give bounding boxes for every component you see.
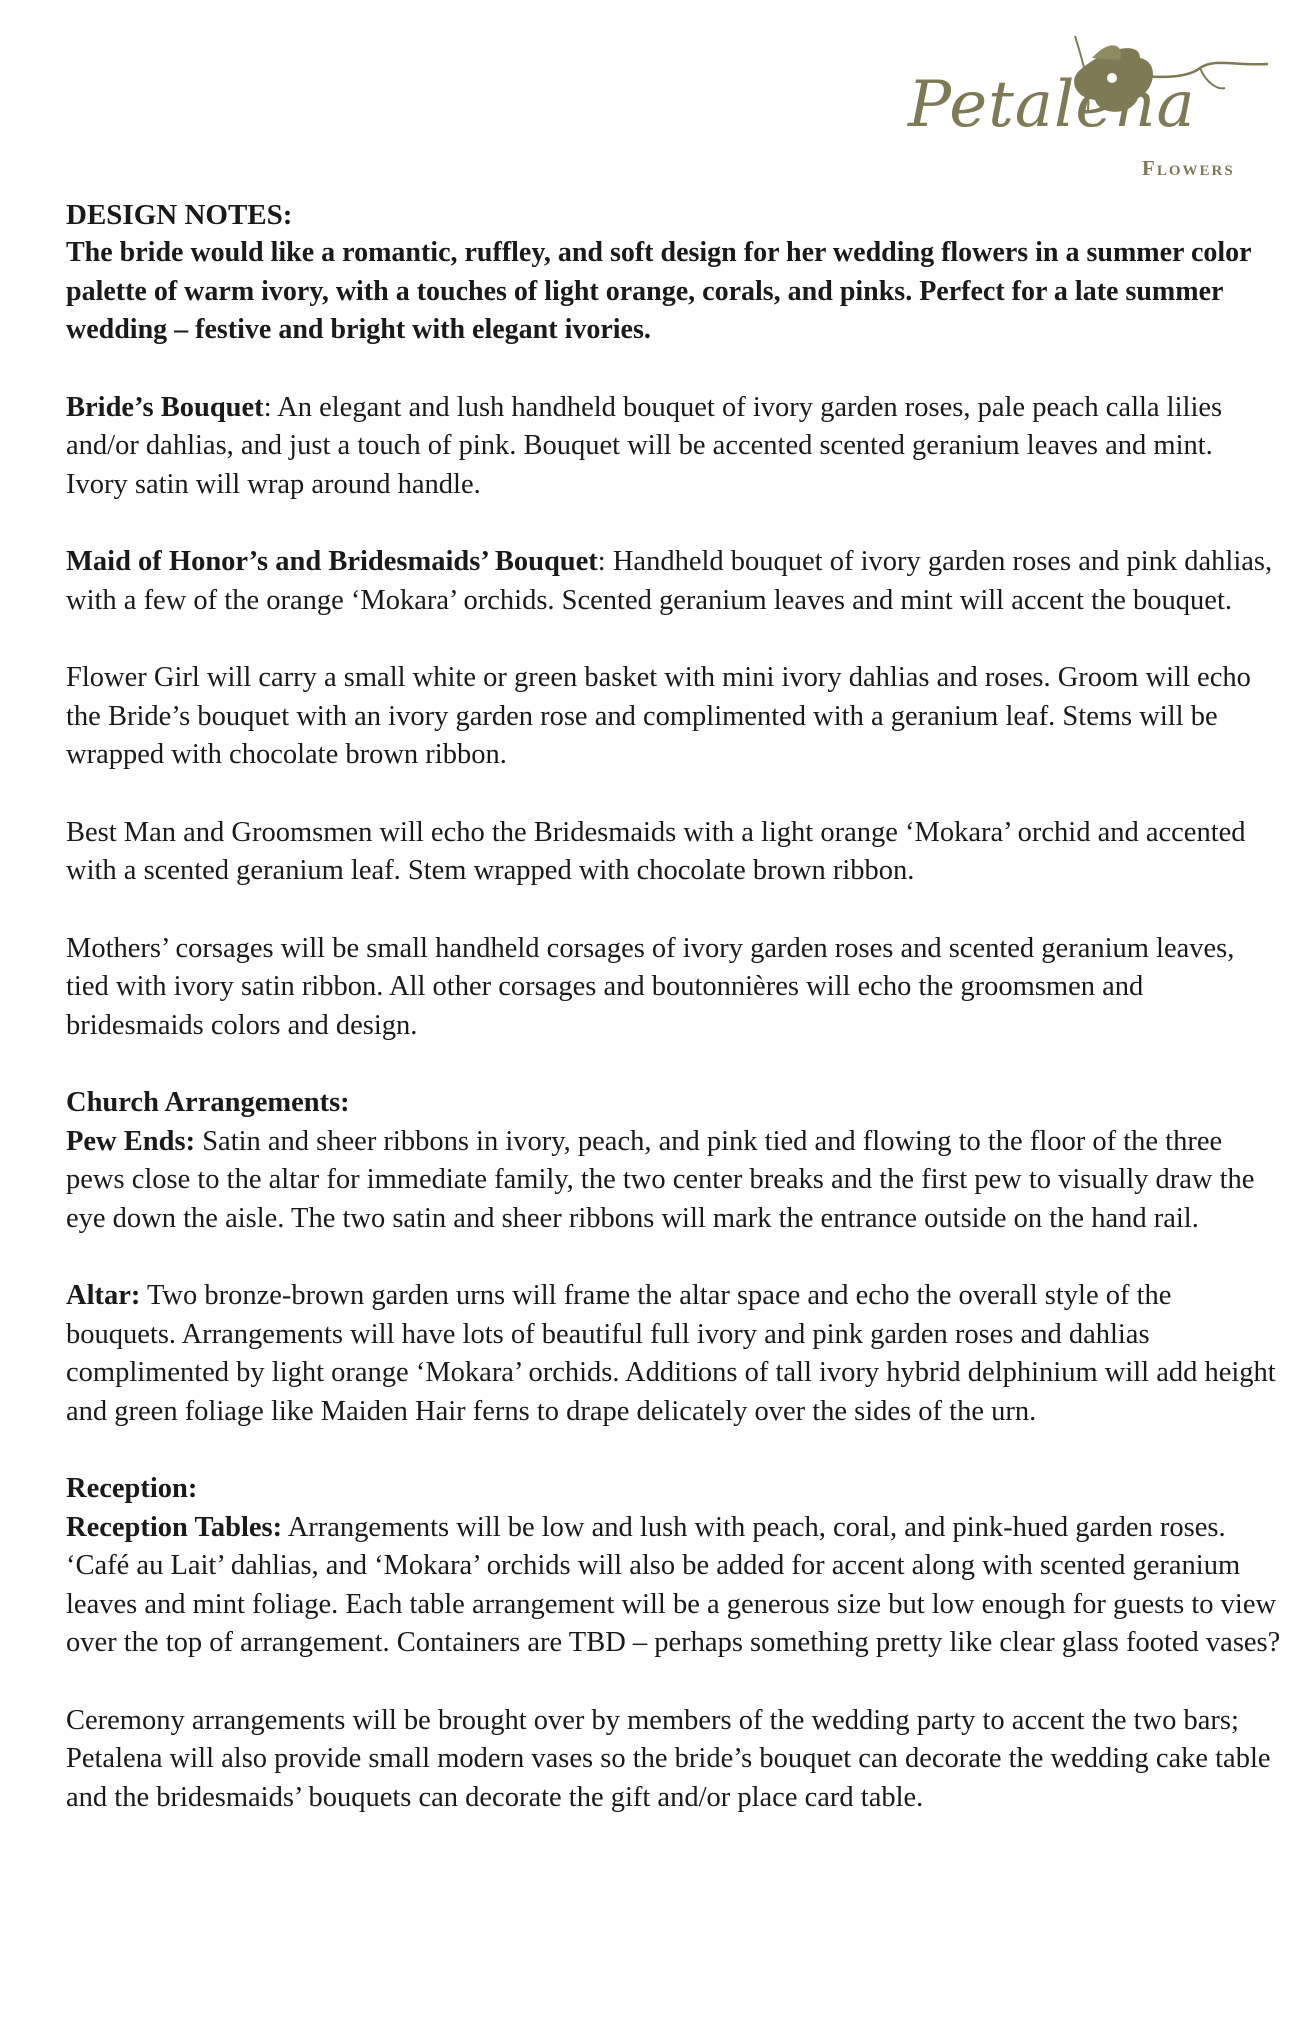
reception-tables-text: Arrangements will be low and lush with peach, coral, and pink-hued garden roses. ‘Café au Lait’ dahlias, and ‘Mokara’ orchids will also be added for accent along with scented geranium leaves and mint foliage. Each table arrangement will be a generous size but low enough for guests to view over the top of arrangement. Containers are TBD – perhaps something pretty like clear glass footed vases? (66, 1511, 1281, 1658)
brides-bouquet-text: : An elegant and lush handheld bouquet of ivory garden roses, pale peach calla lilies and/or dahlias, and just a touch of pink. Bouquet will be accented scented geranium leaves and mint. Ivory satin will wrap around handle. (66, 391, 1223, 500)
reception-tables-paragraph (66, 1509, 1281, 1663)
reception-tables-label: Reception Tables: (66, 1511, 283, 1543)
ceremony-paragraph: Ceremony arrangements will be brought over by members of the wedding party to accent the two bars; Petalena will also provide small modern vases so the bride’s bouquet can decorate the wedding cake table and the bridesmaids’ bouquets can decorate the gift and/or place card table. (66, 1704, 1271, 1813)
brides-bouquet-paragraph (66, 389, 1281, 505)
maid-bouquet-paragraph (66, 543, 1281, 620)
logo-wordmark: Petalena (908, 68, 1196, 142)
pew-ends-paragraph (66, 1123, 1281, 1239)
petalena-logo (900, 18, 1290, 188)
logo-subtitle: Flowers (1142, 156, 1235, 180)
pew-ends-label: Pew Ends: (66, 1125, 196, 1157)
brides-bouquet-label: Bride’s Bouquet (66, 391, 264, 423)
mothers-paragraph: Mothers’ corsages will be small handheld corsages of ivory garden roses and scented geranium leaves, tied with ivory satin ribbon. All other corsages and boutonnières will echo the groomsmen and bridesmaids colors and design. (66, 932, 1235, 1041)
reception-heading: Reception: (66, 1473, 198, 1504)
design-notes-heading: DESIGN NOTES: (66, 199, 293, 231)
design-notes-document (66, 196, 1281, 1856)
best-man-paragraph: Best Man and Groomsmen will echo the Bridesmaids with a light orange ‘Mokara’ orchid and accented with a scented geranium leaf. Stem wrapped with chocolate brown ribbon. (66, 816, 1246, 886)
altar-text: Two bronze-brown garden urns will frame the altar space and echo the overall style of the bouquets. Arrangements will have lots of beautiful full ivory and pink garden roses and dahlias complimented by light orange ‘Mokara’ orchids. Additions of tall ivory hybrid delphinium will add height and green foliage like Maiden Hair ferns to drape delicately over the sides of the urn. (66, 1280, 1276, 1427)
design-notes-intro: The bride would like a romantic, ruffley, and soft design for her wedding flowers in a summer color palette of warm ivory, with a touches of light orange, corals, and pinks. Perfect for a late summer wedding – festive and bright with elegant ivories. (66, 237, 1252, 345)
altar-paragraph (66, 1277, 1281, 1431)
maid-bouquet-text: : Handheld bouquet of ivory garden roses and pink dahlias, with a few of the orange ‘Mokara’ orchids. Scented geranium leaves and mint will accent the bouquet. (66, 546, 1273, 616)
pew-ends-text: Satin and sheer ribbons in ivory, peach, and pink tied and flowing to the floor of the three pews close to the altar for immediate family, the two center breaks and the first pew to visually draw the eye down the aisle. The two satin and sheer ribbons will mark the entrance outside on the hand rail. (66, 1125, 1255, 1234)
flower-girl-paragraph: Flower Girl will carry a small white or green basket with mini ivory dahlias and roses. Groom will echo the Bride’s bouquet with an ivory garden rose and complimented with a geranium leaf. Stems will be wrapped with chocolate brown ribbon. (66, 662, 1251, 770)
altar-label: Altar: (66, 1280, 141, 1311)
maid-bouquet-label: Maid of Honor’s and Bridesmaids’ Bouquet (66, 546, 598, 577)
church-heading: Church Arrangements: (66, 1087, 350, 1118)
